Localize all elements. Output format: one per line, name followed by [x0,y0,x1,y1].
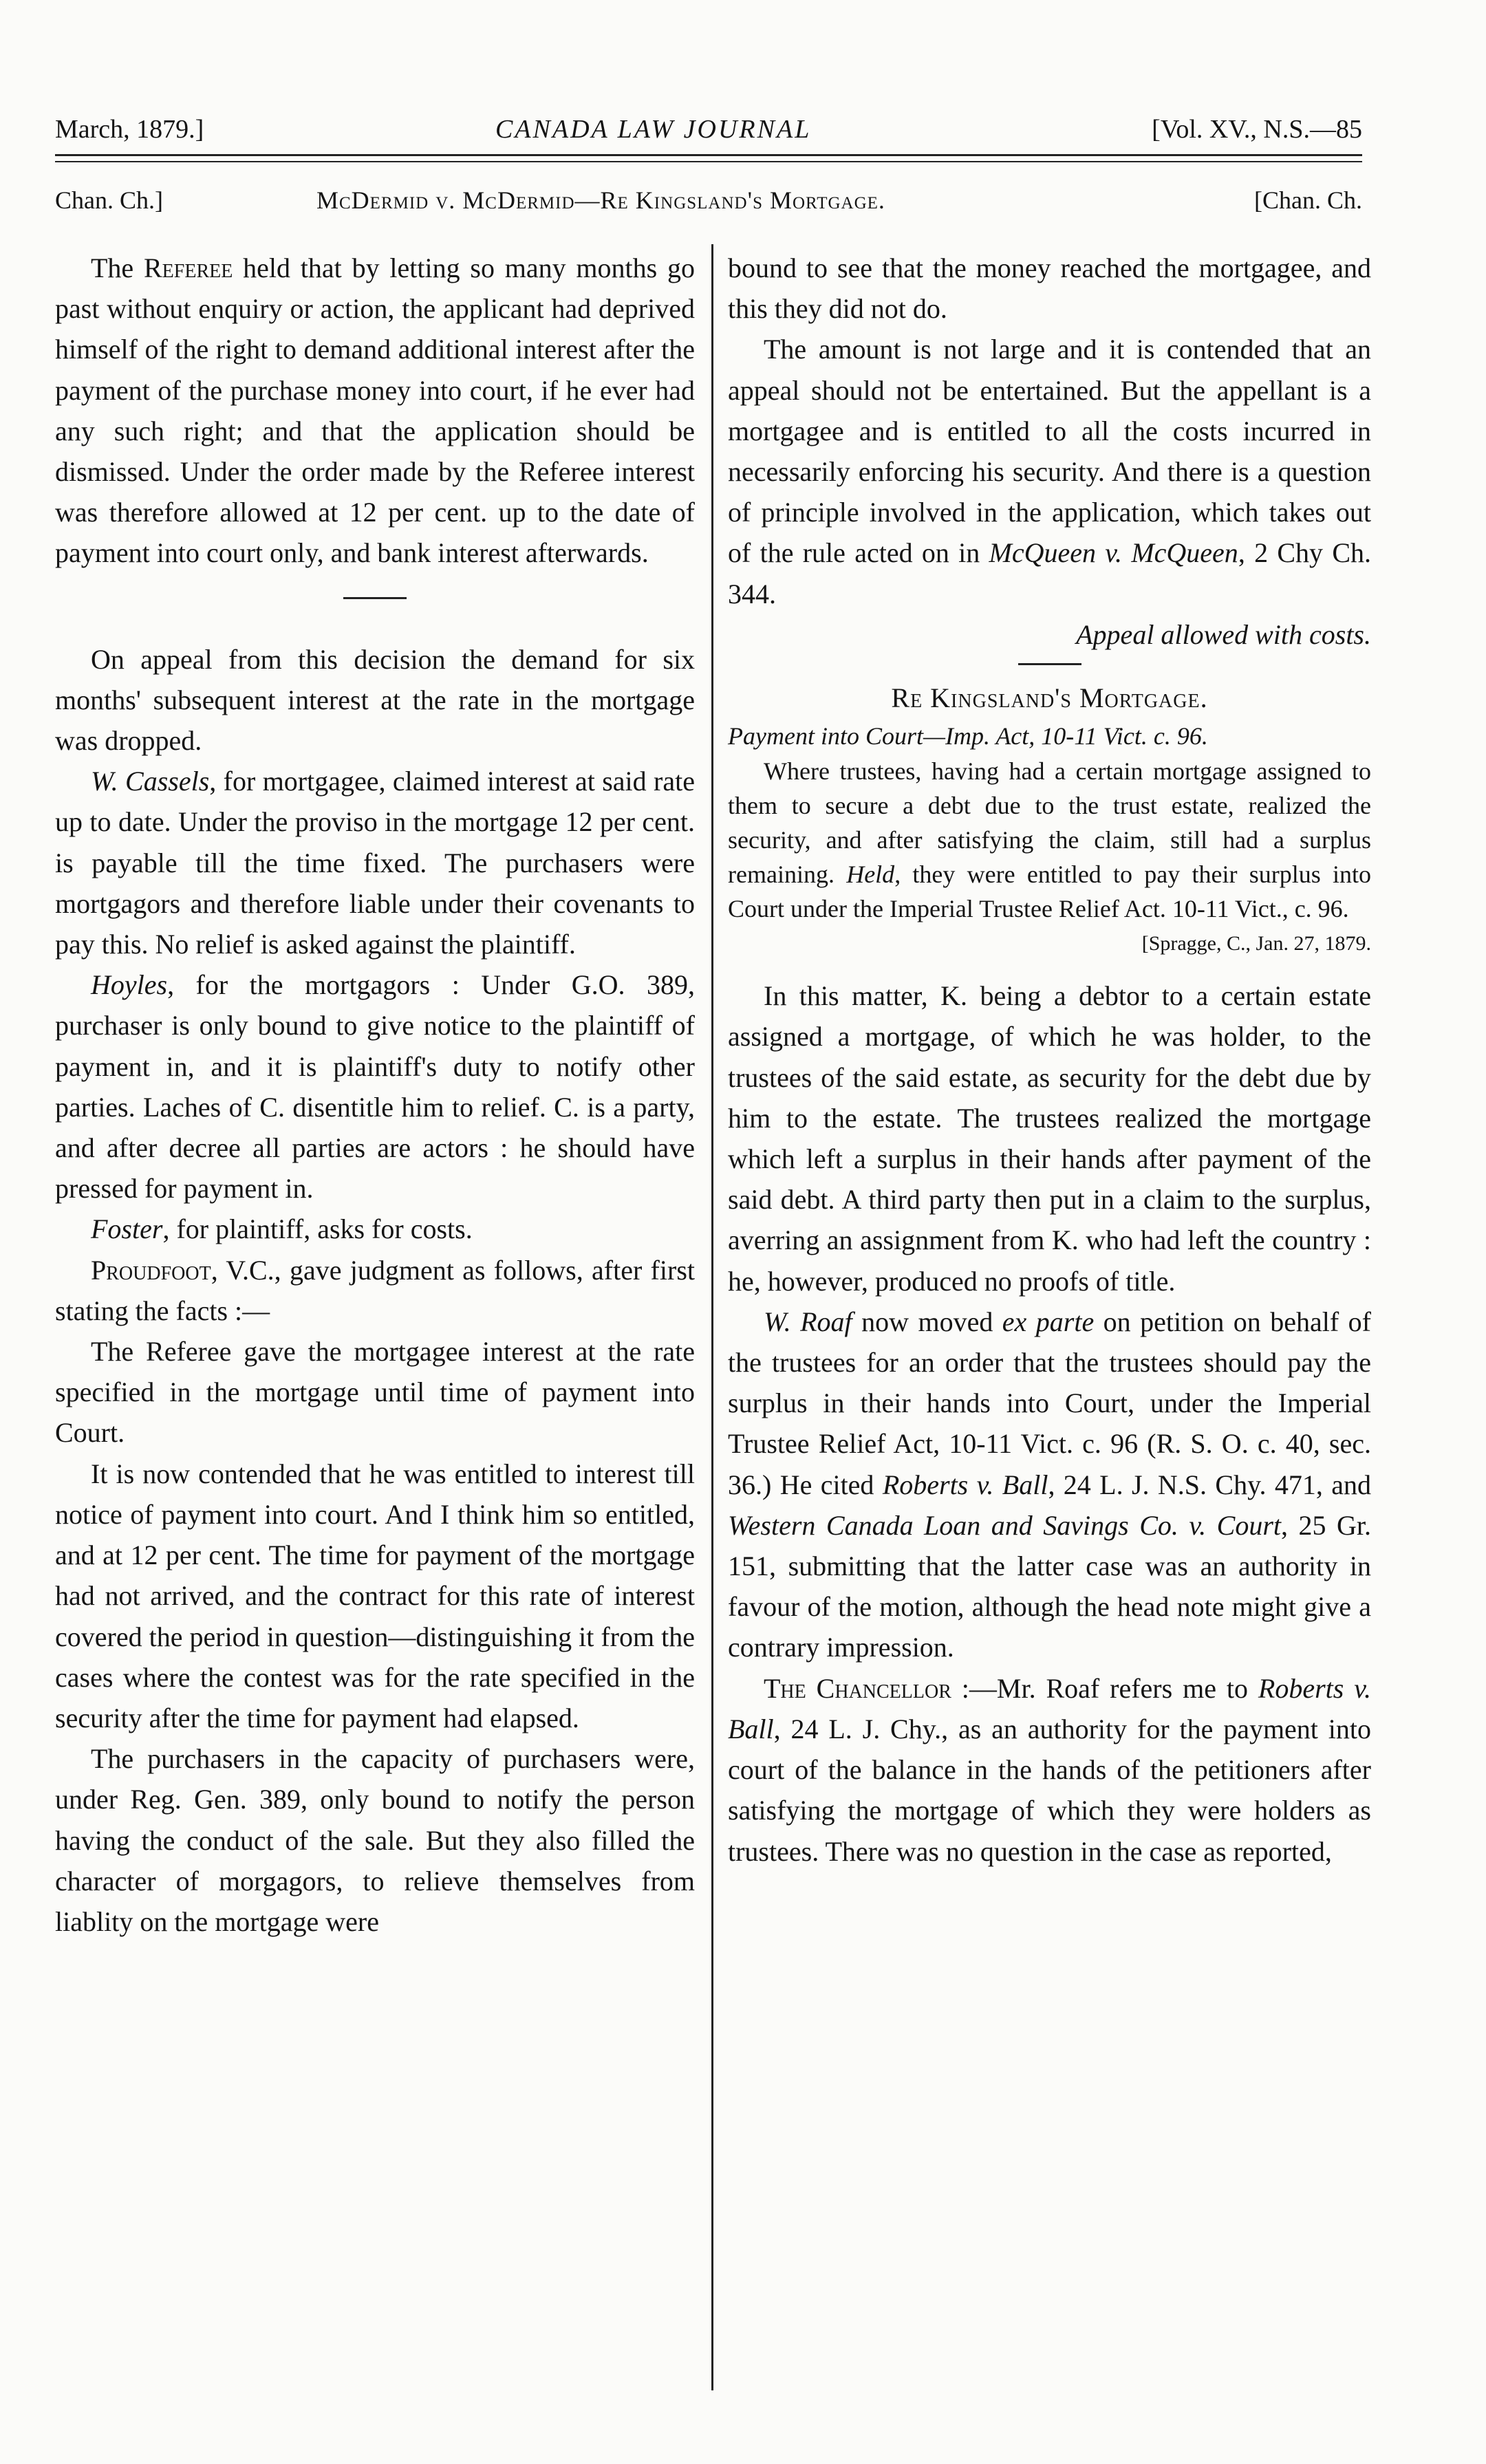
header-rule-top [55,154,1362,156]
paragraph: In this matter, K. being a debtor to a certain estate assigned a mortgage, of which he was holder, to the trustees of the said estate, as security for the debt due by him to the estate. The trustees realized the mortgage which left a surplus in their hands after payment of the said debt. A third party then put in a claim to the surplus, averring an assignment from K. who had left the country : he, however, produced no proofs of title. [728,980,1371,1297]
paragraph: W. Roaf now moved ex parte on petition on behalf of the trustees for an order that the trustees should pay the surplus in their hands into Court, under the Imperial Trustee Relief Act, 10-11 Vict. c. 96 (R. S. O. c. 40, sec. 36.) He cited Roberts v. Ball, 24 L. J. N.S. Chy. 471, and Western Canada Loan and Savings Co. v. Court, 25 Gr. 151, submitting that the latter case was an authority in favour of the motion, although the head note might give a contrary impression. [728,1306,1371,1663]
volume-page: [Vol. XV., N.S.—85 [1152,115,1362,144]
case-citation: Roberts v. Ball [728,1672,1372,1744]
paragraph: Foster, for plaintiff, asks for costs. [91,1213,473,1245]
section-separator [1018,663,1081,665]
disposition: Appeal allowed with costs. [1076,618,1371,650]
right-column [728,248,1371,1872]
paragraph: bound to see that the money reached the mortgagee, and this they did not do. [728,252,1371,325]
case-names: McDermid v. McDermid—Re Kingsland's Mortgage. [316,186,885,214]
case-citation: Western Canada Loan and Savings Co. v. Court [728,1509,1282,1541]
paragraph: It is now contended that he was entitled to interest till notice of payment into court. And I think him so entitled, and at 12 per cent. The time for payment of the mortgage had not arrived, and the contract for this rate of interest covered the period in question—distinguishing it from the cases where the contest was for the rate specified in the security after the time for payment had elapsed. [55,1458,695,1733]
headnote: Where trustees, having had a certain mortgage assigned to them to secure a debt due to the trust estate, realized the security, and after satisfying the claim, still had a surplus remaining. Held, they were entitled to pay their surplus into Court under the Imperial Trustee Relief Act. 10-11 Vict., c. 96. [728,757,1371,923]
case-header [55,186,1362,227]
counsel-name: Hoyles [91,969,168,1001]
paragraph: Hoyles, for the mortgagors : Under G.O. 389, purchaser is only bound to give notice to the plaintiff of payment in, and it is plaintiff's duty to notify other parties. Laches of C. disentitle him to relief. C. is a party, and after decree all parties are actors : he should have pressed for payment in. [55,969,695,1204]
paragraph: The Referee gave the mortgagee interest at the rate specified in the mortgage until time of payment into Court. [55,1336,695,1449]
counsel-name: W. Roaf [764,1306,852,1337]
left-column [55,248,695,1942]
paragraph: The Referee held that by letting so many months go past without enquiry or action, the applicant had deprived himself of the right to demand additional interest after the payment of the purchase money into court, if he ever had any such right; and that the application should be dismissed. Under the order made by the Referee interest was therefore allowed at 12 per cent. up to the date of payment into court only, and bank interest afterwards. [55,252,696,569]
running-header [55,114,1362,155]
paragraph: W. Cassels, for mortgagee, claimed interest at said rate up to date. Under the proviso in the mortgage 12 per cent. is payable till the time fixed. The purchasers were mortgagors and therefore liable under their covenants to pay this. No relief is asked against the plaintiff. [55,766,695,960]
paragraph: The Chancellor :—Mr. Roaf refers me to Roberts v. Ball, 24 L. J. Chy., as an authority for the payment into court of the balance in the hands of the petitioners after satisfying the mortgage of which they were holders as trustees. There was no question in the case as reported, [728,1672,1372,1867]
paragraph: Proudfoot, V.C., gave judgment as follows, after first stating the facts :— [55,1254,695,1326]
counsel-name: W. Cassels [91,766,210,797]
speaker-name: Referee [144,252,233,283]
counsel-name: Foster [91,1213,163,1245]
journal-title: CANADA LAW JOURNAL [495,115,812,144]
paragraph: On appeal from this decision the demand for six months' subsequent interest at the rate in the mortgage was dropped. [55,643,695,757]
header-rule-bottom [55,161,1362,162]
case-title: Re Kingsland's Mortgage. [891,682,1208,714]
judge-name: The Chancellor [764,1672,951,1704]
court-right: [Chan. Ch. [1254,186,1362,214]
court-left: Chan. Ch.] [55,186,163,214]
case-citation: McQueen v. McQueen [989,537,1238,569]
issue-date: March, 1879.] [55,115,204,144]
judge-date: [Spragge, C., Jan. 27, 1879. [1141,932,1371,955]
column-divider [711,244,713,2390]
section-separator [343,597,407,599]
headnote-title: Payment into Court—Imp. Act, 10-11 Vict. c. 96. [728,722,1208,750]
paragraph: The amount is not large and it is contended that an appeal should not be entertained. But the appellant is a mortgagee and is entitled to all the costs incurred in necessarily enforcing his security. And there is a question of principle involved in the application, which takes out of the rule acted on in McQueen v. McQueen, 2 Chy Ch. 344. [728,334,1371,609]
case-citation: Roberts v. Ball [882,1469,1048,1500]
paragraph: The purchasers in the capacity of purchasers were, under Reg. Gen. 389, only bound to notify the person having the conduct of the sale. But they also filled the character of morgagors, to relieve themselves from liablity on the mortgage were [55,1743,695,1937]
judge-name: Proudfoot [91,1254,211,1286]
